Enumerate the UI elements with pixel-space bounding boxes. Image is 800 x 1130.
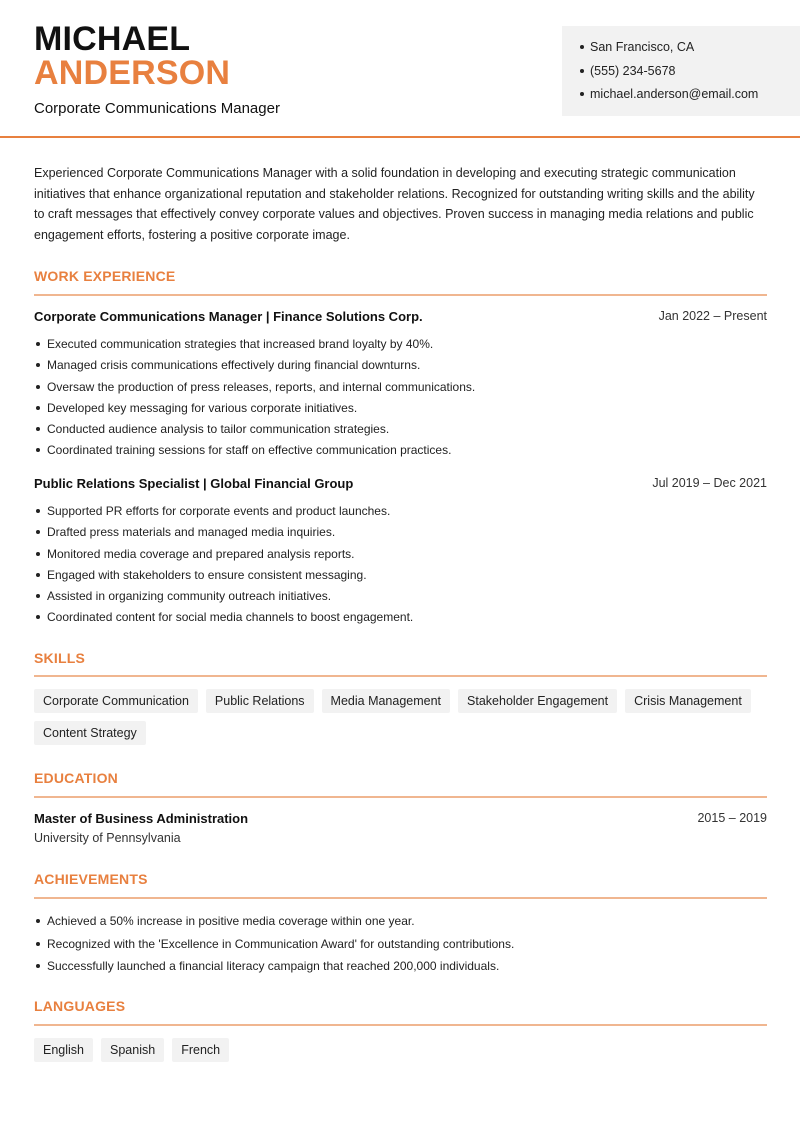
skill-chip: Crisis Management (625, 689, 751, 713)
contact-phone: (555) 234-5678 (580, 62, 782, 86)
section-title-skills: SKILLS (34, 650, 85, 666)
list-item: Developed key messaging for various corporate initiatives. (34, 400, 767, 421)
language-chip: Spanish (101, 1038, 164, 1062)
section-divider (34, 1024, 767, 1026)
last-name: ANDERSON (34, 54, 231, 92)
education-degree: Master of Business Administration (34, 811, 249, 826)
section-divider (34, 294, 767, 296)
skill-chip: Public Relations (206, 689, 314, 713)
section-title-education: EDUCATION (34, 770, 118, 786)
language-chip: English (34, 1038, 93, 1062)
list-item: Managed crisis communications effectively during financial downturns. (34, 357, 767, 378)
job-dates: Jan 2022 – Present (658, 309, 767, 323)
list-item: Assisted in organizing community outreach initiatives. (34, 588, 767, 609)
section-divider (34, 796, 767, 798)
list-item: Engaged with stakeholders to ensure consistent messaging. (34, 567, 767, 588)
job-dates: Jul 2019 – Dec 2021 (652, 476, 767, 490)
summary: Experienced Corporate Communications Manager with a solid foundation in developing and executing strategic communication initiatives that enhance organizational reputation and stakeholder relations. Recognized for outstanding writing skills and the ability to craft messages that effectively convey corporate values and objectives. Proven success in managing media relations and public engagement efforts, fostering a positive corporate image. (34, 166, 755, 243)
job-header (34, 309, 767, 329)
job-role: Public Relations Specialist | Global Financial Group (34, 476, 354, 491)
languages-list (34, 1038, 774, 1062)
education-dates: 2015 – 2019 (697, 811, 767, 825)
job-title: Corporate Communications Manager (34, 100, 280, 117)
list-item: Achieved a 50% increase in positive media coverage within one year. (34, 913, 767, 936)
list-item: Coordinated content for social media channels to boost engagement. (34, 609, 767, 630)
full-name (34, 22, 230, 90)
skills-list (34, 689, 774, 745)
list-item: Recognized with the 'Excellence in Communication Award' for outstanding contributions. (34, 936, 767, 959)
list-item: Executed communication strategies that increased brand loyalty by 40%. (34, 336, 767, 357)
list-item: Monitored media coverage and prepared analysis reports. (34, 546, 767, 567)
skill-chip: Stakeholder Engagement (458, 689, 617, 713)
list-item: Oversaw the production of press releases, reports, and internal communications. (34, 379, 767, 400)
skill-chip: Media Management (322, 689, 450, 713)
job-role: Corporate Communications Manager | Finance Solutions Corp. (34, 309, 423, 324)
contact-email[interactable]: michael.anderson@email.com (580, 85, 782, 109)
list-item: Supported PR efforts for corporate events and product launches. (34, 503, 767, 524)
first-name: MICHAEL (34, 20, 191, 58)
resume-header (0, 0, 800, 138)
section-title-languages: LANGUAGES (34, 998, 126, 1014)
section-divider (34, 897, 767, 899)
contact-location: San Francisco, CA (580, 38, 782, 62)
list-item: Conducted audience analysis to tailor communication strategies. (34, 421, 767, 442)
job-header (34, 476, 767, 496)
list-item: Successfully launched a financial literacy campaign that reached 200,000 individuals. (34, 958, 767, 981)
list-item: Drafted press materials and managed media inquiries. (34, 524, 767, 545)
achievements-list (34, 913, 767, 981)
section-divider (34, 675, 767, 677)
list-item: Coordinated training sessions for staff on effective communication practices. (34, 442, 767, 463)
contact-box (562, 26, 800, 116)
section-title-achievements: ACHIEVEMENTS (34, 871, 148, 887)
skill-chip: Content Strategy (34, 721, 146, 745)
job-bullets (34, 503, 767, 631)
education-school: University of Pennsylvania (34, 831, 181, 845)
skill-chip: Corporate Communication (34, 689, 198, 713)
section-title-work: WORK EXPERIENCE (34, 268, 176, 284)
job-bullets (34, 336, 767, 464)
language-chip: French (172, 1038, 229, 1062)
